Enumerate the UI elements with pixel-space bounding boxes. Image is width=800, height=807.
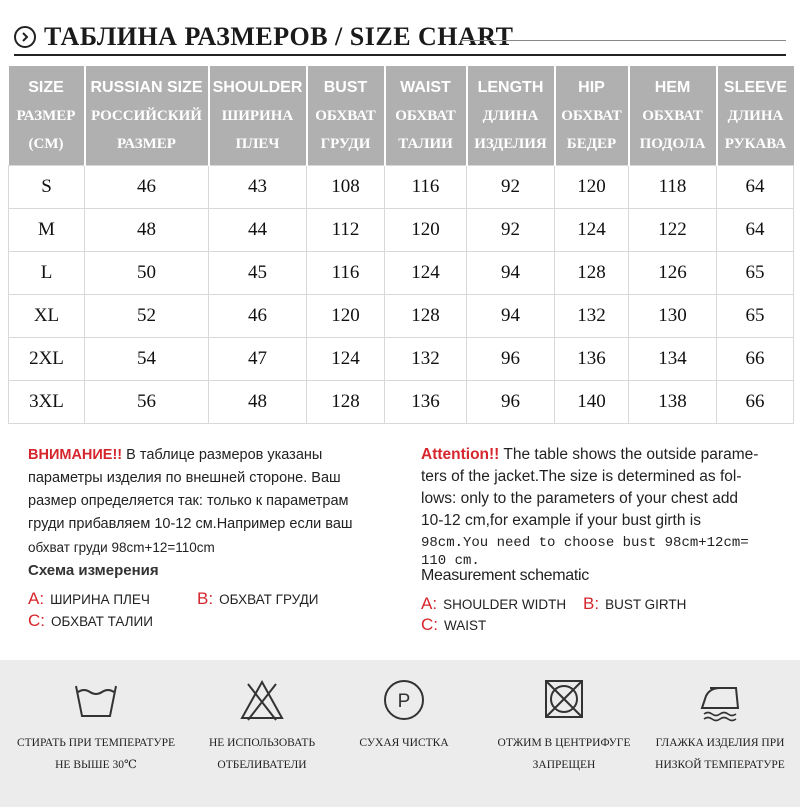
care-label: СТИРАТЬ ПРИ ТЕМПЕРАТУРЕ (16, 737, 175, 749)
care-label: ОТБЕЛИВАТЕЛИ (217, 759, 307, 771)
size-table (8, 66, 794, 424)
table-cell: 134 (629, 338, 717, 381)
table-header-row (9, 66, 794, 166)
note-english (421, 444, 783, 568)
note-russian (28, 444, 400, 559)
table-cell: 130 (629, 295, 717, 338)
table-cell: 92 (467, 166, 555, 209)
table-cell: 128 (307, 381, 385, 424)
table-row (9, 381, 794, 424)
legend-item: C: ОБХВАТ ТАЛИИ (28, 611, 153, 630)
table-cell: 65 (717, 252, 794, 295)
table-cell: 124 (385, 252, 467, 295)
warning-label-en: Attention!! (421, 446, 500, 463)
table-cell: 54 (85, 338, 209, 381)
table-cell: 43 (209, 166, 307, 209)
table-cell: 132 (385, 338, 467, 381)
table-cell: 66 (717, 338, 794, 381)
col-header-hip: HIP ОБХВАТ БЕДЕР (555, 66, 629, 166)
note-ru-line: обхват груди 98cm+12=110cm (28, 540, 215, 555)
table-cell: 128 (555, 252, 629, 295)
low-iron-icon (696, 678, 744, 722)
note-en-line: ters of the jacket.The size is determined as fol- (421, 468, 742, 485)
note-en-line: lows: only to the parameters of your chest add (421, 490, 739, 507)
table-cell: 138 (629, 381, 717, 424)
table-cell: 108 (307, 166, 385, 209)
table-row (9, 166, 794, 209)
table-cell: 126 (629, 252, 717, 295)
title-divider-thin (460, 40, 786, 41)
table-cell: 136 (555, 338, 629, 381)
col-header-size: SIZE РАЗМЕР (CM) (9, 66, 85, 166)
note-ru-line: груди прибавляем 10-12 см.Например если ваш (28, 516, 353, 532)
care-label: НЕ ИСПОЛЬЗОВАТЬ (208, 737, 316, 749)
col-header-bust: BUST ОБХВАТ ГРУДИ (307, 66, 385, 166)
note-en-line: 10-12 cm,for example if your bust girth is (421, 512, 701, 529)
table-cell: 120 (307, 295, 385, 338)
table-cell: L (9, 252, 85, 295)
care-label: НИЗКОЙ ТЕМПЕРАТУРЕ (655, 759, 785, 771)
table-cell: 47 (209, 338, 307, 381)
table-cell: 96 (467, 381, 555, 424)
svg-text:P: P (397, 691, 411, 712)
table-cell: 65 (717, 295, 794, 338)
table-cell: 52 (85, 295, 209, 338)
col-header-length: LENGTH ДЛИНА ИЗДЕЛИЯ (467, 66, 555, 166)
table-row (9, 295, 794, 338)
note-ru-line: параметры изделия по внешней стороне. Ваш (28, 470, 341, 486)
table-cell: 48 (85, 209, 209, 252)
table-cell: 116 (307, 252, 385, 295)
table-cell: 56 (85, 381, 209, 424)
table-cell: 64 (717, 166, 794, 209)
table-cell: 66 (717, 381, 794, 424)
table-row (9, 338, 794, 381)
table-cell: 2XL (9, 338, 85, 381)
table-cell: 128 (385, 295, 467, 338)
col-header-waist: WAIST ОБХВАТ ТАЛИИ (385, 66, 467, 166)
title-divider (14, 54, 786, 56)
schema-title-ru: Схема измерения (28, 562, 159, 579)
table-cell: 92 (467, 209, 555, 252)
care-label: ГЛАЖКА ИЗДЕЛИЯ ПРИ (655, 737, 785, 749)
table-cell: XL (9, 295, 85, 338)
no-bleach-icon (238, 678, 286, 722)
title-bar (14, 20, 514, 54)
col-header-russian-size: RUSSIAN SIZE РОССИЙСКИЙ РАЗМЕР (85, 66, 209, 166)
care-label: НЕ ВЫШЕ 30℃ (55, 759, 137, 771)
no-tumble-dry-icon (540, 678, 588, 722)
col-header-sleeve: SLEEVE ДЛИНА РУКАВА (717, 66, 794, 166)
legend-item: B: BUST GIRTH (583, 594, 687, 613)
table-cell: 48 (209, 381, 307, 424)
table-cell: S (9, 166, 85, 209)
chevron-right-icon (14, 26, 36, 48)
legend-item: C: WAIST (421, 615, 487, 634)
table-cell: 94 (467, 295, 555, 338)
note-en-line: 110 cm. (421, 553, 480, 569)
table-cell: 46 (85, 166, 209, 209)
table-cell: 124 (307, 338, 385, 381)
table-cell: M (9, 209, 85, 252)
table-cell: 96 (467, 338, 555, 381)
table-cell: 112 (307, 209, 385, 252)
table-cell: 64 (717, 209, 794, 252)
table-cell: 136 (385, 381, 467, 424)
col-header-shoulder: SHOULDER ШИРИНА ПЛЕЧ (209, 66, 307, 166)
note-en-line: The table shows the outside parame- (499, 446, 759, 463)
warning-label-ru: ВНИМАНИЕ!! (28, 447, 123, 463)
table-cell: 124 (555, 209, 629, 252)
wash-tub-icon (72, 678, 120, 722)
care-label: СУХАЯ ЧИСТКА (359, 737, 449, 749)
care-label: ОТЖИМ В ЦЕНТРИФУГЕ (497, 737, 631, 749)
table-cell: 46 (209, 295, 307, 338)
table-cell: 118 (629, 166, 717, 209)
table-cell: 94 (467, 252, 555, 295)
dry-clean-icon (380, 678, 428, 722)
table-cell: 116 (385, 166, 467, 209)
table-cell: 140 (555, 381, 629, 424)
table-cell: 45 (209, 252, 307, 295)
schema-title-en: Measurement schematic (421, 567, 589, 584)
legend-item: A: ШИРИНА ПЛЕЧ (28, 589, 150, 608)
page-title: ТАБЛИНА РАЗМЕРОВ / SIZE CHART (44, 22, 514, 51)
note-ru-line: В таблице размеров указаны (122, 447, 323, 463)
legend-item: A: SHOULDER WIDTH (421, 594, 567, 613)
care-instructions (0, 660, 800, 807)
table-row (9, 252, 794, 295)
table-cell: 50 (85, 252, 209, 295)
table-cell: 132 (555, 295, 629, 338)
table-cell: 120 (555, 166, 629, 209)
col-header-hem: HEM ОБХВАТ ПОДОЛА (629, 66, 717, 166)
table-cell: 122 (629, 209, 717, 252)
table-cell: 120 (385, 209, 467, 252)
legend-item: B: ОБХВАТ ГРУДИ (197, 589, 319, 608)
note-ru-line: размер определяется так: только к параметрам (28, 493, 349, 509)
table-cell: 44 (209, 209, 307, 252)
table-row (9, 209, 794, 252)
note-en-line: 98cm.You need to choose bust 98cm+12cm= (421, 535, 749, 551)
care-label: ЗАПРЕЩЕН (532, 759, 596, 771)
table-cell: 3XL (9, 381, 85, 424)
